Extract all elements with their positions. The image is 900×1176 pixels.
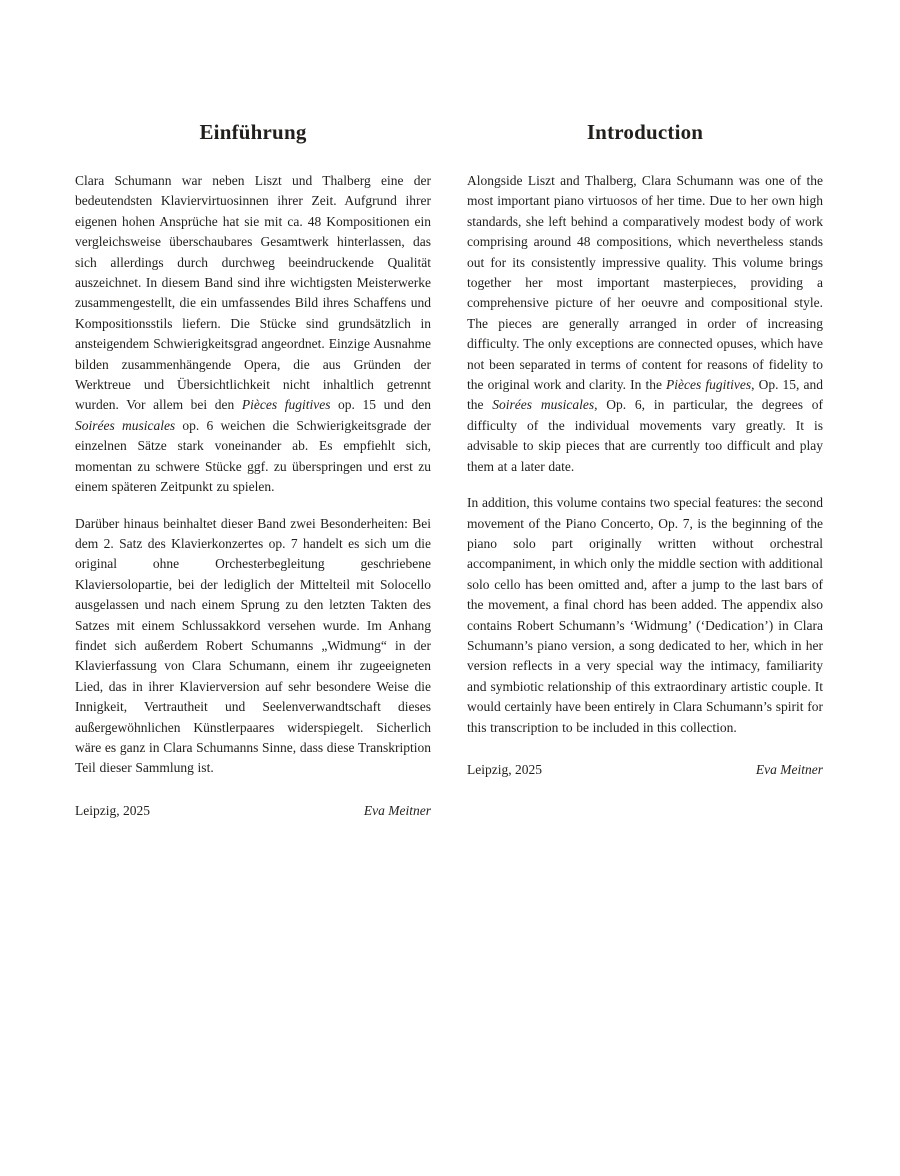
paragraph-english-1: Alongside Liszt and Thalberg, Clara Schumann was one of the most important piano virtuosos of her time. Due to her own high standards, she left behind a comparatively modest body of work comprising around 48 compositions, which nevertheless stands out for its consistently impressive quality. This volume brings together her most important masterpieces, providing a comprehensive picture of her oeuvre and compositional style. The pieces are generally arranged in order of increasing difficulty. The only exceptions are connected opuses, which have not been separated in terms of content for reasons of fidelity to the original work and clarity. In the Pièces fugitives, Op. 15, and the Soirées musicales, Op. 6, in particular, the degrees of difficulty of the individual movements vary greatly. It is advisable to skip pieces that are currently too difficult and play them at a later date.: [467, 173, 823, 474]
heading-english: Introduction: [586, 120, 704, 144]
signoff-author: Eva Meitner: [755, 761, 823, 777]
paragraph-english-2: In addition, this volume contains two special features: the second movement of the Piano Concerto, Op. 7, is the beginning of the piano solo part originally written without orchestral accompaniment, in which only the middle section with additional solo cello has been omitted and, after a jump to the last bars of the movement, a final chord has been added. The appendix also contains Robert Schumann’s ‘Widmung’ (‘Dedication’) in Clara Schumann’s piano version, a song dedicated to her, which in her version reflects in a very special way the intimacy, familiarity and symbiotic relationship of this extraordinary artistic couple. It would certainly have been entirely in Clara Schumann’s spirit for this transcription to be included in this collection.: [467, 495, 823, 735]
signoff-place-date: Leipzig, 2025: [75, 802, 150, 818]
signoff-place-date: Leipzig, 2025: [467, 761, 542, 777]
column-german: [75, 120, 431, 819]
paragraph-german-2: Darüber hinaus beinhaltet dieser Band zwei Besonderheiten: Bei dem 2. Satz des Klavierkonzertes op. 7 handelt es sich um die original ohne Orchesterbegleitung geschriebene Klaviersolopartie, bei der lediglich der Mittelteil mit Solocello ausgelassen und nach einem Sprung zu den letzten Takten des Satzes mit einem Schlussakkord versehen wurde. Im Anhang findet sich außerdem Robert Schumanns „Widmung“ in der Klavierfassung von Clara Schumann, einem ihr zugeeigneten Lied, das in ihrer Klavierversion auf sehr besondere Weise die Innigkeit, Vertrautheit und Seelenverwandtschaft dieses außergewöhnlichen Künstlerpaares widerspiegelt. Sicherlich wäre es ganz in Clara Schumanns Sinne, dass diese Transkription Teil dieser Sammlung ist.: [75, 515, 431, 776]
signoff-english: [467, 762, 823, 778]
paragraph-german-1: Clara Schumann war neben Liszt und Thalberg eine der bedeutendsten Klaviervirtuosinnen ihrer Zeit. Aufgrund ihrer eigenen hohen Ansprüche hat sie mit ca. 48 Kompositionen ein vergleichsweise überschaubares Gesamtwerk hinterlassen, das sich allerdings durch durchweg beeindruckende Qualität auszeichnet. In diesem Band sind ihre wichtigsten Meisterwerke zusammengestellt, die ein umfassendes Bild ihres Schaffens und Kompositionsstils liefern. Die Stücke sind grundsätzlich in ansteigendem Schwierigkeitsgrad angeordnet. Einzige Ausnahme bilden zusammenhängende Opera, die aus Gründen der Werktreue und Übersichtlichkeit nicht inhaltlich getrennt wurden. Vor allem bei den Pièces fugitives op. 15 und den Soirées musicales op. 6 weichen die Schwierigkeitsgrade der einzelnen Sätze stark voneinander ab. Es empfiehlt sich, momentan zu schwere Stücke ggf. zu überspringen und erst zu einem späteren Zeitpunkt zu spielen.: [75, 173, 431, 495]
column-english: [467, 120, 823, 819]
heading-german: Einführung: [199, 120, 307, 144]
signoff-author: Eva Meitner: [363, 802, 431, 818]
signoff-german: [75, 803, 431, 819]
